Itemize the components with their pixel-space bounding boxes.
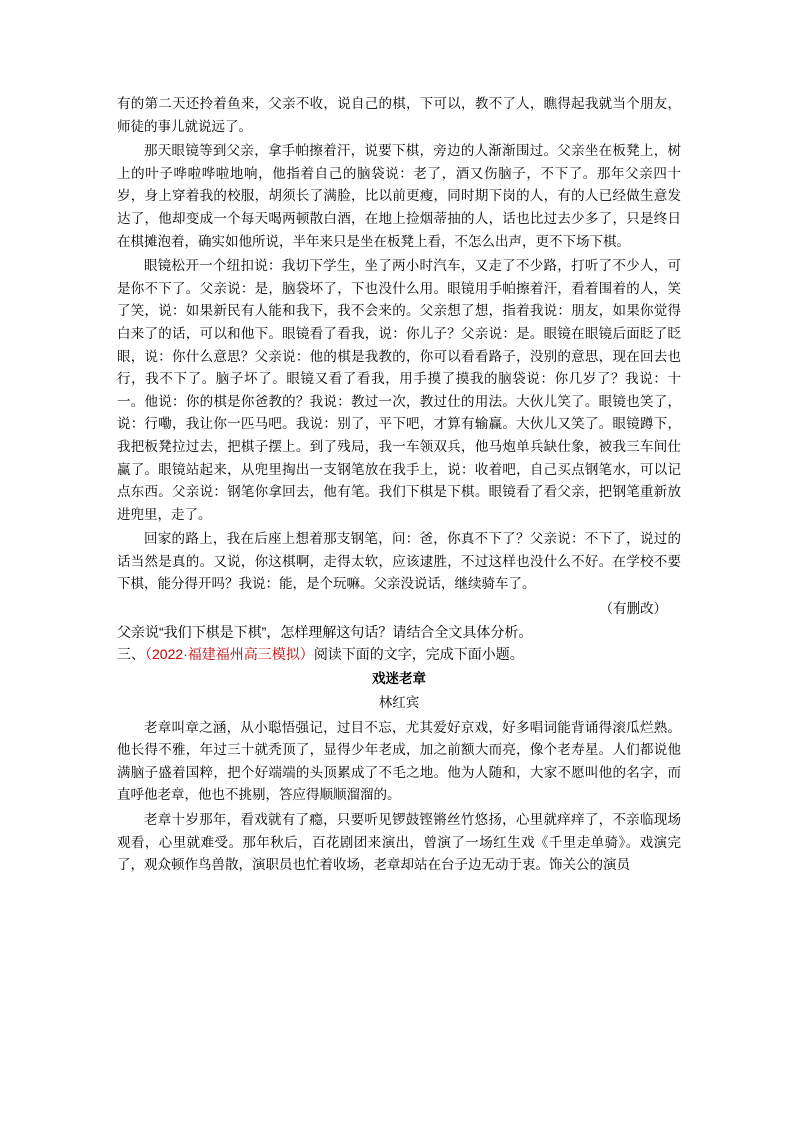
page-content xyxy=(117,93,681,877)
source-note: （有删改） xyxy=(599,601,667,618)
section-instruction: 阅读下面的文字，完成下面小题。 xyxy=(313,645,524,662)
passage2-paragraph: 老章十岁那年，看戏就有了瘾，只要听见锣鼓铿锵丝竹悠扬，心里就痒痒了，不亲临现场观看，心里就难受。那年秋后，百花剧团来演出，曾演了一场红生戏《千里走单骑》。戏演完了，观众顿作鸟兽散，演职员也忙着收场，老章却站在台子边无动于衷。饰关公的演员 xyxy=(117,812,681,874)
passage1-paragraph: 眼镜松开一个纽扣说：我切下学生，坐了两小时汽车，又走了不少路，打听了不少人，可是你不下了。父亲说：是，脑袋坏了，下也没什么用。眼镜用手帕擦着汗，看着围着的人，笑了笑，说：如果新民有人能和我下，我不会来的。父亲想了想，指着我说：朋友，如果你觉得白来了的话，可以和他下。眼镜看了看我，说：你儿子？父亲说：是。眼镜在眼镜后面眨了眨眼，说：你什么意思？父亲说：他的棋是我教的，你可以看看路子，没别的意思，现在回去也行，我不下了。脑子坏了。眼镜又看了看我，用手摸了摸我的脑袋说：你几岁了？我说：十一。他说：你的棋是你爸教的？我说：教过一次，教过仕的用法。大伙儿笑了。眼镜也笑了，说：行嘞，我让你一匹马吧。我说：别了，平下吧，才算有输赢。大伙儿又笑了。眼镜蹲下，我把板凳拉过去，把棋子摆上。到了残局，我一车领双兵，他马炮单兵缺仕象，被我三车间仕赢了。眼镜站起来，从兜里掏出一支钢笔放在我手上，说：收着吧，自己买点钢笔水，可以记点东西。父亲说：钢笔你拿回去，他有笔。我们下棋是下棋。眼镜看了看父亲，把钢笔重新放进兜里，走了。 xyxy=(117,258,681,523)
passage-title: 戏迷老章 xyxy=(372,670,426,687)
passage1-paragraph: 那天眼镜等到父亲，拿手帕擦着汗，说要下棋，旁边的人渐渐围过。父亲坐在板凳上，树上的叶子哗啦哗啦地响，他指着自己的脑袋说：老了，酒又伤脑子，不下了。那年父亲四十岁，身上穿着我的校服，胡须长了满脸，比以前更瘦，同时期下岗的人，有的人已经做生意发达了，他却变成一个每天喝两顿散白酒，在地上捡烟蒂抽的人，话也比过去少多了，只是终日在棋摊泡着，确实如他所说，半年来只是坐在板凳上看，不怎么出声，更不下场下棋。 xyxy=(117,143,681,250)
passage-author: 林红宾 xyxy=(378,694,420,711)
section-heading xyxy=(117,643,681,665)
section-number: 三、 xyxy=(117,645,145,662)
passage1-paragraph: 有的第二天还拎着鱼来，父亲不收，说自己的棋，下可以，教不了人，瞧得起我就当个朋友，师徒的事儿就说远了。 xyxy=(117,96,681,135)
question-text: 父亲说“我们下棋是下棋”，怎样理解这句话？请结合全文具体分析。 xyxy=(117,623,533,640)
passage2-paragraph: 老章叫章之涵，从小聪悟强记，过目不忘，尤其爱好京戏，好多唱词能背诵得滚瓜烂熟。他长得不雅，年过三十就秃顶了，显得少年老成，加之前额大而亮，像个老寿星。人们都说他满脑子盛着国粹，把个好端端的头顶累成了不毛之地。他为人随和，大家不愿叫他的名字，而直呼他老章，他也不挑剔，答应得顺顺溜溜的。 xyxy=(117,719,681,804)
section-source: （2022·福建福州高三模拟） xyxy=(145,645,314,662)
passage1-paragraph: 回家的路上，我在后座上想着那支钢笔，问：爸，你真不下了？父亲说：不下了，说过的话当然是真的。又说，你这棋啊，走得太软，应该逮胜，不过这样也没什么不好。在学校不要下棋，能分得开吗？我说：能，是个玩嘛。父亲没说话，继续骑车了。 xyxy=(117,531,681,593)
